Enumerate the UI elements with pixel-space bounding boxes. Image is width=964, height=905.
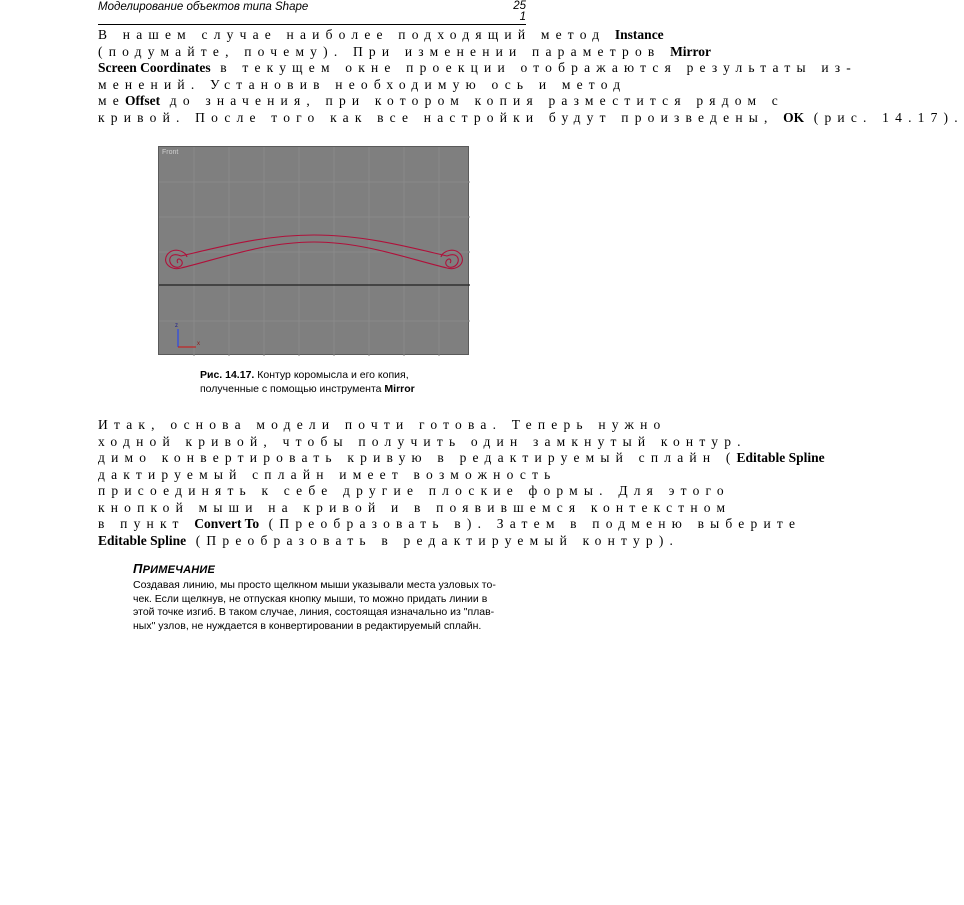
text-line: кнопкой мыши на кривой и в появившемся контекстном	[98, 499, 732, 515]
text-line	[98, 44, 810, 61]
note-line: ных" узлов, не нуждается в конвертировании в редактируемый сплайн.	[133, 619, 482, 632]
page-number-sub: 1	[519, 11, 526, 23]
yoke-right-scroll-outer	[441, 250, 462, 268]
page-number-main: 25	[513, 0, 526, 12]
term-convert-to: Convert To	[194, 516, 260, 531]
viewport-drawing	[159, 147, 470, 356]
axis-tripod	[178, 329, 196, 347]
text-line: Итак, основа модели почти готова. Теперь нужно	[98, 417, 667, 432]
term-screen-coordinates: Screen Coordinates	[98, 60, 211, 75]
yoke-curve-bottom	[181, 242, 447, 268]
note-body	[133, 579, 523, 633]
text-run: ме	[98, 93, 125, 108]
paragraph-convert-spline	[98, 417, 825, 549]
text-line	[98, 450, 825, 467]
text-run: кривой. После того как все настройки будут произведены,	[98, 109, 784, 125]
text-run: до значения, при котором копия разместится рядом с	[160, 93, 784, 108]
text-line	[98, 60, 857, 77]
note-line: Создавая линию, мы просто щелкном мыши указывали места узловых то-	[133, 579, 496, 591]
page-number	[513, 1, 526, 23]
text-run: (рис. 14.17).	[804, 109, 964, 125]
caption-line2: полученные с помощью инструмента	[200, 382, 385, 395]
yoke-left-scroll	[170, 255, 183, 268]
note-line: чек. Если щелкнув, не отпуская кнопку мыши, то можно придать линии в	[133, 592, 488, 605]
term-ok: OK	[783, 109, 805, 125]
term-instance: Instance	[614, 27, 664, 42]
caption-tool: Mirror	[384, 382, 415, 395]
paragraph-mirror-instructions	[98, 27, 964, 126]
text-line	[98, 533, 810, 550]
note-title-initial: П	[133, 561, 143, 576]
figure-front-viewport	[158, 146, 469, 355]
text-line	[98, 109, 964, 127]
text-run: (Преобразовать в редактируемый контур).	[186, 532, 680, 548]
text-line: менений. Установив необходимую ось и метод	[98, 76, 627, 92]
page-header	[98, 0, 526, 25]
term-mirror: Mirror	[670, 43, 712, 59]
viewport-grid	[159, 147, 470, 356]
text-line: ходной кривой, чтобы получить один замкнутый контур.	[98, 433, 747, 449]
yoke-left-scroll-outer	[166, 250, 187, 268]
yoke-curve-top	[181, 235, 447, 256]
note-title	[133, 561, 215, 576]
text-run: В нашем случае наиболее подходящий метод	[98, 27, 615, 42]
text-line: присоединять к себе другие плоские формы. Для этого	[98, 483, 730, 498]
term-editable-spline-2: Editable Spline	[98, 532, 187, 548]
yoke-right-scroll	[446, 255, 459, 268]
term-editable-spline: Editable Spline	[736, 450, 825, 465]
text-run: (подумайте, почему). При изменении параметров	[98, 43, 671, 59]
text-line	[98, 93, 810, 110]
viewport-label: Front	[162, 149, 179, 156]
axis-x-label: x	[197, 341, 200, 347]
text-run: димо конвертировать кривую в редактируемый сплайн (	[98, 450, 737, 465]
note-line: этой точке изгиб. В таком случае, линия, состоящая изначально из "плав-	[133, 606, 495, 618]
term-offset: Offset	[124, 93, 161, 108]
caption-number: Рис. 14.17.	[200, 369, 255, 381]
text-line: дактируемый сплайн имеет возможность	[98, 466, 557, 482]
header-title: Моделирование объектов типа Shape	[98, 1, 309, 13]
note-title-rest: РИМЕЧАНИЕ	[142, 564, 216, 576]
text-run: в текущем окне проекции отображаются результаты из-	[210, 60, 857, 75]
caption-line1: Контур коромысла и его копия,	[254, 369, 409, 381]
axis-z-label: z	[175, 323, 178, 329]
text-run: (Преобразовать в). Затем в подменю выберите	[259, 516, 802, 531]
figure-caption	[200, 369, 440, 396]
text-line	[98, 27, 810, 44]
text-run: в пункт	[98, 516, 195, 531]
text-line	[98, 516, 810, 533]
